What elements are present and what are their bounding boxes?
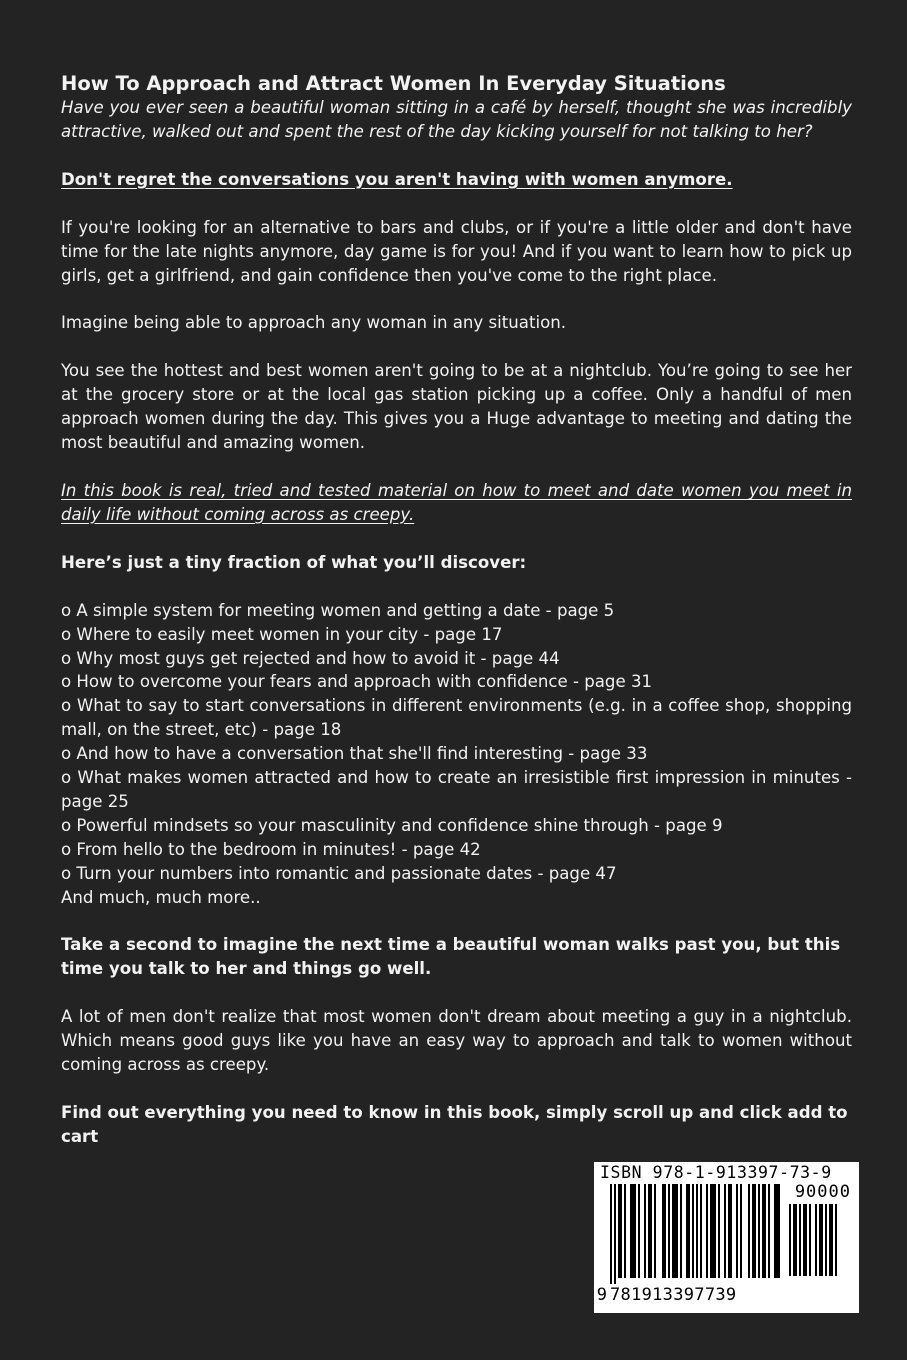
- paragraph-alternative: If you're looking for an alternative to bars and clubs, or if you're a little older and don't have time for the late nights anymore, day game is for you! And if you want to learn how to pick up girls, get a girlfriend, and gain confidence then you've come to the right place.: [61, 217, 852, 285]
- list-item: o Turn your numbers into romantic and passionate dates - page 47: [61, 863, 617, 883]
- barcode-bars: [610, 1184, 782, 1286]
- list-item: o A simple system for meeting women and getting a date - page 5: [61, 600, 615, 620]
- discover-list: [61, 599, 852, 886]
- list-item: o How to overcome your fears and approach with confidence - page 31: [61, 672, 653, 692]
- paragraph-book-material: In this book is real, tried and tested material on how to meet and date women you meet in daily life without coming across as creepy.: [61, 480, 852, 524]
- barcode-digits: [594, 1285, 736, 1305]
- list-item: o Where to easily meet women in your city - page 17: [61, 624, 503, 644]
- list-footer: And much, much more..: [61, 887, 261, 907]
- paragraph-imagine-next-time: Take a second to imagine the next time a beautiful woman walks past you, but this time you talk to her and things go well.: [61, 935, 841, 979]
- paragraph-imagine: Imagine being able to approach any woman in any situation.: [61, 313, 567, 333]
- list-item: o Powerful mindsets so your masculinity and confidence shine through - page 9: [61, 815, 723, 835]
- list-item: o What to say to start conversations in different environments (e.g. in a coffee shop, shopping mall, on the street, etc) - page 18: [61, 696, 852, 740]
- intro-paragraph: Have you ever seen a beautiful woman sitting in a café by herself, thought she was incredibly attractive, walked out and spent the rest of the day kicking yourself for not talking to her?: [61, 98, 852, 141]
- paragraph-nightclub: A lot of men don't realize that most women don't dream about meeting a guy in a nightclub. Which means good guys like you have an easy way to approach and talk to women without coming across as creepy.: [61, 1007, 852, 1075]
- book-title: How To Approach and Attract Women In Everyday Situations: [61, 72, 726, 95]
- paragraph-hottest-women: You see the hottest and best women aren't going to be at a nightclub. You’re going to see her at the grocery store or at the local gas station picking up a coffee. Only a handful of men approach women during the day. This gives you a Huge advantage to meeting and dating the most beautiful and amazing women.: [61, 361, 852, 453]
- barcode-addon-number: 90000: [794, 1182, 851, 1202]
- list-item: o And how to have a conversation that she'll find interesting - page 33: [61, 744, 648, 764]
- list-item: o From hello to the bedroom in minutes! - page 42: [61, 839, 481, 859]
- barcode-first-digit: 9: [596, 1285, 608, 1305]
- barcode-addon-bars: [789, 1204, 849, 1284]
- list-item: o What makes women attracted and how to create an irresistible first impression in minutes - page 25: [61, 768, 852, 811]
- barcode-main-digits: 781913397739: [610, 1285, 737, 1305]
- list-item: o Why most guys get rejected and how to avoid it - page 44: [61, 648, 560, 668]
- back-cover-text: [61, 72, 852, 1149]
- isbn-barcode: [594, 1162, 859, 1313]
- call-to-action: Find out everything you need to know in this book, simply scroll up and click add to cart: [61, 1103, 848, 1146]
- list-heading: Here’s just a tiny fraction of what you’ll discover:: [61, 552, 527, 572]
- isbn-label: ISBN 978-1-913397-73-9: [600, 1163, 832, 1182]
- hook-line: Don't regret the conversations you aren't having with women anymore.: [61, 169, 733, 189]
